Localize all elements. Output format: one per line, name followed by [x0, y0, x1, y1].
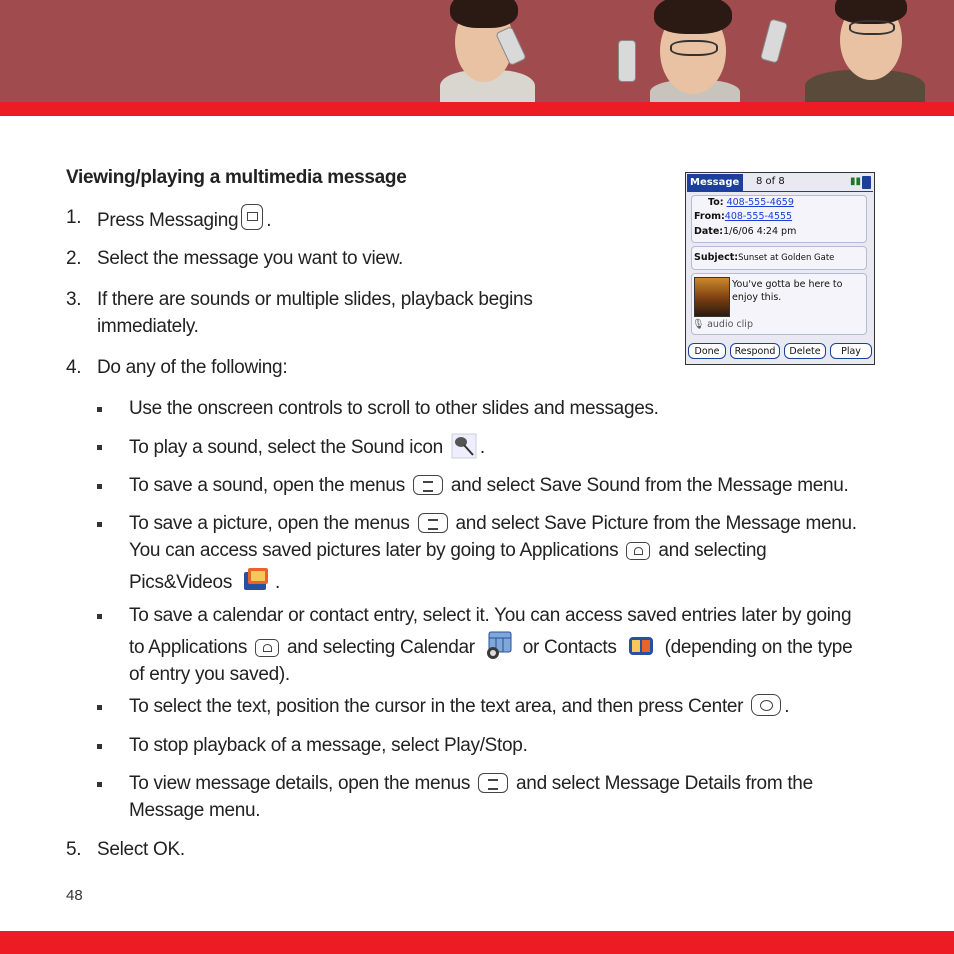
bullet-marker [97, 614, 102, 619]
subject-row [694, 252, 834, 264]
battery-icon [862, 176, 871, 189]
from-row [694, 211, 792, 223]
to-label: To: [708, 197, 724, 208]
menu-key-icon [478, 773, 508, 793]
calendar-icon [483, 629, 515, 661]
footer-accent-stripe [0, 931, 954, 954]
bullet-text-end: and select Save Sound from the Message menu. [450, 475, 849, 496]
to-value-link[interactable]: 408-555-4659 [726, 197, 794, 208]
bullet-marker [97, 782, 102, 787]
bullet-text: To save a sound, open the menus [129, 475, 405, 496]
applications-key-icon [255, 639, 279, 657]
sound-icon [451, 433, 477, 459]
step-number: 4. [66, 357, 82, 378]
screen-title: Message [687, 174, 743, 191]
sound-icon: 🎙 [692, 319, 705, 330]
bullet-text-5: (depending on the type [664, 637, 853, 658]
page-number: 48 [66, 887, 83, 904]
bullet-text-3: Message menu. [129, 800, 261, 821]
date-label: Date: [694, 226, 724, 237]
step-number: 3. [66, 289, 82, 310]
audio-clip-row[interactable] [692, 319, 753, 331]
bullet-text-end: . [275, 572, 280, 593]
play-button[interactable]: Play [830, 343, 872, 359]
bullet-text-2: and select Save Picture from the Message menu. [455, 513, 857, 534]
done-button[interactable]: Done [688, 343, 726, 359]
step-text: Select the message you want to view. [97, 248, 404, 269]
bullet-marker [97, 744, 102, 749]
bullet-text-4: or Contacts [522, 637, 617, 658]
bullet-marker [97, 445, 102, 450]
bullet-text: To play a sound, select the Sound icon [129, 437, 443, 458]
person-with-phone-photo-2 [765, 0, 954, 102]
step-text-end: . [266, 210, 272, 231]
title-underline [687, 191, 873, 192]
step-text-line1: If there are sounds or multiple slides, playback begins [97, 289, 533, 310]
from-value-link[interactable]: 408-555-4555 [724, 211, 793, 222]
date-row [694, 226, 796, 238]
subject-label: Subject: [694, 252, 739, 263]
from-label: From: [694, 211, 725, 222]
to-row [708, 197, 794, 209]
subject-value: Sunset at Golden Gate [738, 253, 835, 263]
step-text: Do any of the following: [97, 357, 288, 378]
header-banner [0, 0, 954, 102]
bullet-text-3: and selecting Calendar [287, 637, 475, 658]
header-accent-stripe [0, 102, 954, 116]
bullet-marker [97, 705, 102, 710]
bullet-marker [97, 407, 102, 412]
respond-button[interactable]: Respond [730, 343, 780, 359]
menu-key-icon [418, 513, 448, 533]
bullet-marker [97, 522, 102, 527]
bullet-text: To save a picture, open the menus [129, 513, 410, 534]
bullet-text-2: to Applications [129, 637, 248, 658]
bullet-text-6: of entry you saved). [129, 664, 290, 685]
bullet-text: To stop playback of a message, select Play/Stop. [129, 735, 528, 756]
body-line-1: You've gotta be here to [732, 279, 843, 290]
bullet-text-end: . [479, 437, 485, 458]
body-line-2: enjoy this. [732, 292, 782, 303]
step-number: 1. [66, 207, 82, 228]
applications-key-icon [626, 542, 650, 560]
center-button-icon [751, 694, 781, 716]
bullet-text: To save a calendar or contact entry, select it. You can access saved entries later by going [129, 605, 852, 626]
device-message-screenshot [685, 172, 875, 365]
menu-key-icon [413, 475, 443, 495]
step-text-line2: immediately. [97, 316, 199, 337]
signal-icon: ▮▮ [850, 176, 862, 187]
step-text: Select OK. [97, 839, 185, 860]
delete-button[interactable]: Delete [784, 343, 826, 359]
bullet-text-end: . [784, 696, 790, 717]
message-count: 8 of 8 [756, 176, 785, 187]
bullet-text: To view message details, open the menus [129, 773, 471, 794]
pics-videos-icon [240, 564, 272, 596]
audio-clip-label: audio clip [707, 319, 753, 330]
sunset-photo-thumbnail[interactable] [694, 277, 730, 317]
step-number: 5. [66, 839, 82, 860]
step-text: Press Messaging [97, 210, 239, 231]
date-value: 1/6/06 4:24 pm [723, 226, 797, 237]
bullet-marker [97, 484, 102, 489]
bullet-text: To select the text, position the cursor in the text area, and then press Center [129, 696, 744, 717]
person-on-phone-photo [430, 0, 540, 102]
bullet-text-5: Pics&Videos [129, 572, 233, 593]
step-number: 2. [66, 248, 82, 269]
bullet-text-4: and selecting [658, 540, 767, 561]
bullet-text-2: and select Message Details from the [516, 773, 813, 794]
messaging-key-icon [241, 204, 263, 230]
section-heading: Viewing/playing a multimedia message [66, 167, 407, 188]
bullet-text: Use the onscreen controls to scroll to other slides and messages. [129, 398, 659, 419]
bullet-text-3: You can access saved pictures later by going to Applications [129, 540, 619, 561]
person-with-phone-photo [610, 0, 760, 102]
contacts-icon [625, 629, 657, 661]
